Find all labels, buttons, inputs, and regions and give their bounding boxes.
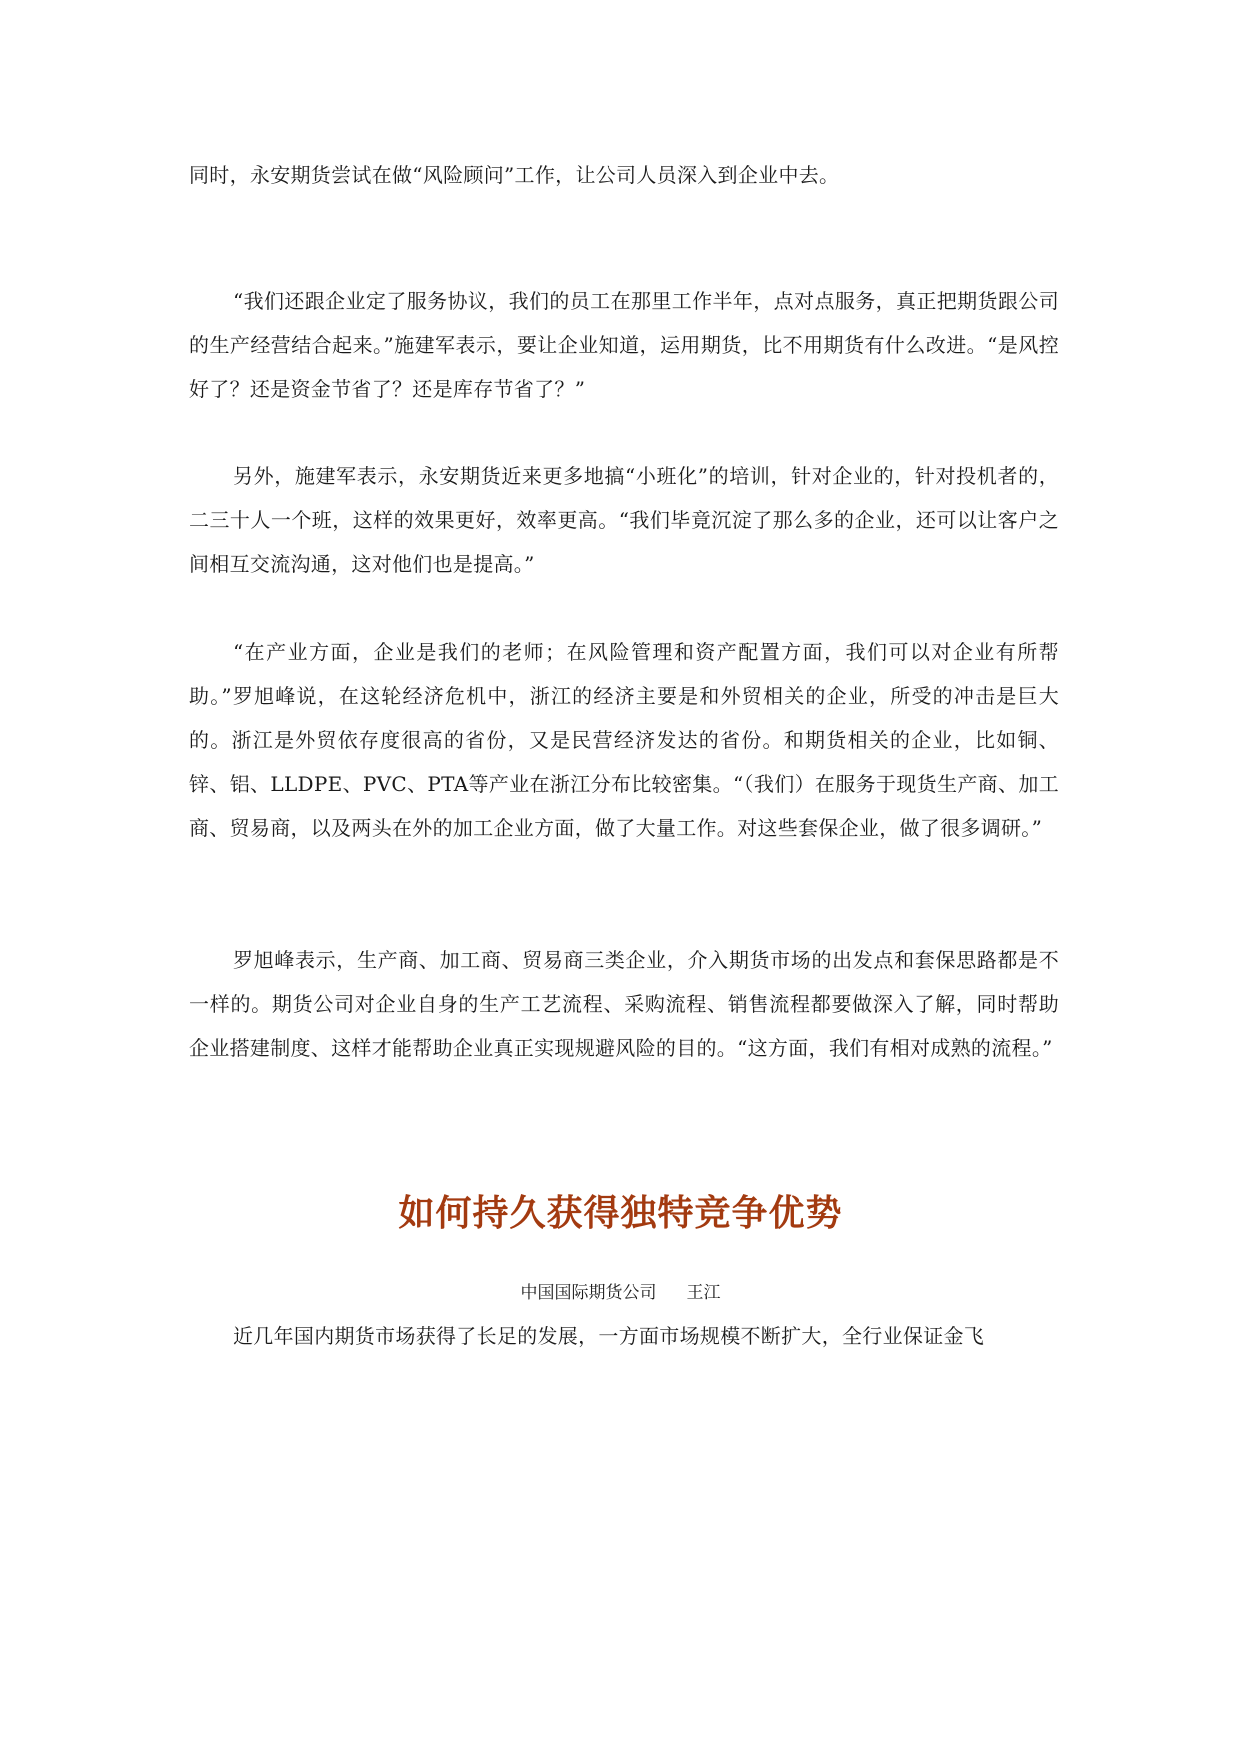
article-byline (0, 1278, 1241, 1303)
paragraph: “在产业方面，企业是我们的老师；在风险管理和资产配置方面，我们可以对企业有所帮助。”罗旭峰说，在这轮经济危机中，浙江的经济主要是和外贸相关的企业，所受的冲击是巨大的。浙江是外贸依存度很高的省份，又是民营经济发达的省份。和期货相关的企业，比如铜、锌、铝、LLDPE、PVC、PTA等产业在浙江分布比较密集。“（我们）在服务于现货生产商、加工商、贸易商，以及两头在外的加工企业方面，做了大量工作。对这些套保企业，做了很多调研。” (189, 640, 1059, 840)
paragraph: “我们还跟企业定了服务协议，我们的员工在那里工作半年，点对点服务，真正把期货跟公司的生产经营结合起来。”施建军表示，要让企业知道，运用期货，比不用期货有什么改进。“是风控好了？还是资金节省了？还是库存节省了？” (189, 289, 1059, 401)
byline-organization: 中国国际期货公司 (520, 1283, 657, 1303)
article-first-line: 近几年国内期货市场获得了长足的发展，一方面市场规模不断扩大，全行业保证金飞 (233, 1324, 985, 1348)
article-title: 如何持久获得独特竞争优势 (398, 1192, 843, 1234)
paragraph: 另外，施建军表示，永安期货近来更多地搞“小班化”的培训，针对企业的，针对投机者的，二三十人一个班，这样的效果更好，效率更高。“我们毕竟沉淀了那么多的企业，还可以让客户之间相互交流沟通，这对他们也是提高。” (189, 464, 1059, 576)
byline-author: 王江 (686, 1283, 721, 1303)
paragraph: 罗旭峰表示，生产商、加工商、贸易商三类企业，介入期货市场的出发点和套保思路都是不一样的。期货公司对企业自身的生产工艺流程、采购流程、销售流程都要做深入了解，同时帮助企业搭建制度、这样才能帮助企业真正实现规避风险的目的。“这方面，我们有相对成熟的流程。” (189, 948, 1059, 1060)
paragraph: 同时，永安期货尝试在做“风险顾问”工作，让公司人员深入到企业中去。 (189, 163, 840, 187)
